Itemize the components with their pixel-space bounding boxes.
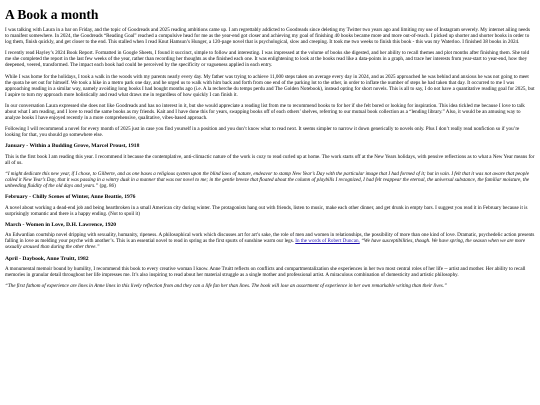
february-body: A novel about working a dead-end job and being heartbroken in a small American city during winter. The protagonists hang out with friends, listen to music, make each other dinner, and get drunk in empty bars. I suggest you read it in February because it is surprisingly romantic and there is a happy ending. (Not to spoil it): [5, 204, 528, 217]
january-heading: January - Within a Budding Grove, Marcel Proust, 1918: [5, 143, 140, 150]
march-quote: “We have susceptibilities, though. We have spring, the season when we are more sexually aroused than during the other three.”: [5, 238, 526, 251]
page-title: A Book a month: [5, 7, 99, 22]
april-body: A monumental memoir bound by humility, I recommend this book to every creative woman I know. Anne Truitt reflects on conflicts and compartmentalization she experiences in her two most central roles of her life -- artist and mother. Her ability to recall memories in granular detail throughout her life impresses me. It’s also inspiring to read about her material struggle as a single mother and professional artist. A miraculous combination of domesticity and artistic philosophy.: [5, 265, 526, 279]
intro-paragraph-4: In our conversation Laura expressed she does not like Goodreads and has no interest in it, but she would appreciate a reading list from me to recommend books to for her if she felt bored or looking for inspiration. This idea tickled me because I love to talk about what I am reading, and I love to read the same books as my friends. Kait and I have done this for years, swapping books off of each others’ shelves, referring to our mutual book collection as a “lending library.” Also, it would be an amusing way to analyze books I have enjoyed recently in a more comprehensive, qualitative, vibes-based approach.: [5, 102, 525, 122]
january-body: This is the first book I am reading this year. I recommend it because the contemplative, anti-climactic nature of the work is cozy to read curled up at home. The work starts off at the New Years holidays, with pensive reflections as to what a New Year means for all of us.: [5, 153, 535, 166]
april-quote-partial: “The first fathom of experience are lines in Anne lines in this lively reflection from and they can a life fan her than lines. The book will lose an assortment of experience in her own remarkable writing than their lives.”: [5, 283, 447, 290]
robert-duncan-link[interactable]: In the words of Robert Duncan,: [295, 238, 360, 245]
january-quote-text: “I might dedicate this new year, if I chose, to Gilberte, and as one bases a religious system upon the blind laws of nature, endeavor to stamp New Year’s Day with the particular image that I had formed of it; but in vain. I felt that it was not aware that people called it New Year’s Day, that it was passing in a wintry dusk in a manner that was not novel to me; in the gentle breeze that floated about the column of playbills I recognized, I had felt reappear the eternal, the universal substance, the familiar moisture, the unheeding fluidity of the old days and years.”: [5, 171, 530, 190]
intro-paragraph-1: I was talking with Laura in a bar on Friday, and the topic of Goodreads and 2025 reading ambitions came up. I am regrettably addicted to Goodreads since deleting my Twitter two years ago and limiting my use of Instagram severely. My internet ailing needs to manifest somewhere. In 2024, the Goodreads “Reading Goal” reached a compulsive head for me as the year-end got closer and achieving my goal of finishing 40 books became more and more out-of-reach. I picked up shorter and shorter books in order to log them, finish quickly, and get closer to the end. This stalled when I read Knut Hamsun’s Hunger, a 120-page novel that is psychological, slow and creeping. It took me two weeks to finish this book - this was my Waterloo. I finished 38 books in 2024.: [5, 27, 530, 46]
march-body-text: An Edwardian courtship novel dripping with sexuality, humanity, ripeness. A philosophical work which discusses art for art’s sake, the role of men and women in relationships, the possibility of more than one kind of love. Dramatic, psychedelic action presents falling in love as melding your psyche with another’s. This is an essential novel to read in spring as the first spurts of sunshine warm our legs.: [5, 232, 535, 245]
january-quote-ref: (pg. 86): [99, 183, 116, 190]
intro-paragraph-5: Following I will recommend a novel for every month of 2025 just in case you find yourself in a position and you don’t know what to read next. It seems simpler to narrow it down generically to novels only. Plus I don’t really read nonfiction so if you’re looking for that, you should go somewhere else.: [5, 126, 520, 139]
april-heading: April - Daybook, Anne Truitt, 1982: [5, 255, 89, 262]
march-heading: March - Women in Love, D.H. Lawrence, 1920: [5, 221, 117, 228]
february-heading: February - Chilly Scenes of Winter, Anne Beattie, 1976: [5, 194, 136, 201]
intro-paragraph-3: While I was home for the holidays, I took a walk in the woods with my parents nearly every day. My father was trying to achieve 11,000 steps taken on average every day in 2024, and as 2025 approached he was behind and anxious he was not going to meet the quota he set out for himself. We took a hike in a metro park one day, and he urged us to walk with him back and forth from one end of the parking lot to the other, in order to inflate the number of steps he had taken that day. It occurred to me I was approaching reading in a similar way, namely avoiding long books I had bought months ago (i.e. A la recherche du temps perdu and The Golden Notebook), instead opting for short novels. This is all to say, I do not have a quantitative reading goal for 2025, but I aspire to turn my approach more holistically and read what draws me in regardless of how quickly I can finish it.: [5, 73, 535, 98]
march-body: [5, 232, 535, 250]
intro-paragraph-2: I recently read Hayley’s 2024 Book Report. Formatted in Google Sheets, I found it succinct, simple to follow and interesting. I was impressed at the volume of books she digested, and her ability to recall themes and plot months after finishing them. She told me she completed the report in the last few weeks of the year, rather than recording her thoughts as she finished each one. It was enlightening to look at the books read like a data-points in a graph, and trace her interests from year-start to year-end, how they deepened, veered, transformed. The impact each book had could be perceived by the specificity or vagueness applied in each entry.: [5, 50, 530, 69]
january-quote: [5, 171, 535, 189]
